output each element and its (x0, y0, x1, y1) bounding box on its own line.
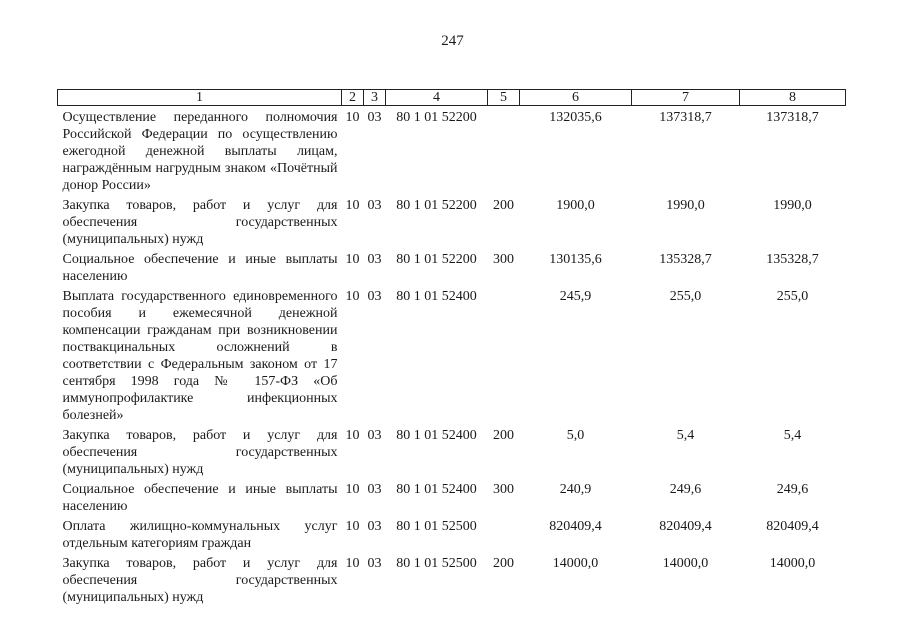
row-subsection: 03 (367, 110, 382, 125)
row-name: Выплата государственного единовременного пособия и ежемесячной денежной компенсации гражданам при возникновении поствакцинальных осложнений в соответствии с Федеральным законом от 17 сентября 1998 года № 157-ФЗ «Об иммунопрофилактике инфекционных болезней» (62, 289, 338, 423)
row-value-1: 14000,0 (552, 556, 599, 571)
row-value-3: 820409,4 (766, 519, 819, 534)
table-row (58, 478, 846, 515)
table-row (58, 552, 846, 606)
table-row (58, 424, 846, 478)
row-subsection: 03 (367, 556, 382, 571)
row-value-2: 249,6 (669, 482, 702, 497)
page-number: 247 (441, 33, 464, 49)
row-target-code: 80 1 01 52400 (396, 289, 477, 304)
row-value-1: 132035,6 (549, 110, 602, 125)
row-value-3: 255,0 (776, 289, 809, 304)
row-section: 10 (345, 252, 360, 267)
row-target-code: 80 1 01 52500 (396, 519, 477, 534)
row-target-code: 80 1 01 52400 (396, 428, 477, 443)
row-value-3: 137318,7 (766, 110, 819, 125)
table-row (58, 106, 846, 195)
table-row (58, 248, 846, 285)
row-expense-type (488, 106, 520, 195)
header-col-3: 3 (364, 90, 386, 106)
row-section: 10 (345, 428, 360, 443)
row-name: Закупка товаров, работ и услуг для обеспечения государственных (муниципальных) нужд (62, 428, 338, 477)
row-target-code: 80 1 01 52200 (396, 198, 477, 213)
row-subsection: 03 (367, 198, 382, 213)
row-expense-type (488, 515, 520, 552)
row-section: 10 (345, 110, 360, 125)
row-value-1: 130135,6 (549, 252, 602, 267)
row-target-code: 80 1 01 52200 (396, 252, 477, 267)
header-col-5: 5 (488, 90, 520, 106)
row-value-2: 255,0 (669, 289, 702, 304)
table-header (58, 90, 846, 106)
row-value-2: 1990,0 (666, 198, 705, 213)
row-value-2: 5,4 (676, 428, 695, 443)
row-target-code: 80 1 01 52400 (396, 482, 477, 497)
row-target-code: 80 1 01 52500 (396, 556, 477, 571)
row-subsection: 03 (367, 482, 382, 497)
row-name: Осуществление переданного полномочия Российской Федерации по осуществлению ежегодной денежной выплаты лицам, награждённым нагрудным знаком «Почётный донор России» (62, 110, 338, 193)
row-subsection: 03 (367, 519, 382, 534)
header-col-1: 1 (58, 90, 342, 106)
header-col-8: 8 (740, 90, 846, 106)
header-col-2: 2 (342, 90, 364, 106)
row-section: 10 (345, 519, 360, 534)
row-value-3: 135328,7 (766, 252, 819, 267)
row-value-1: 1900,0 (556, 198, 595, 213)
row-name: Закупка товаров, работ и услуг для обеспечения государственных (муниципальных) нужд (62, 198, 338, 247)
row-section: 10 (345, 556, 360, 571)
table-row (58, 515, 846, 552)
row-value-1: 820409,4 (549, 519, 602, 534)
row-expense-type: 200 (493, 556, 514, 571)
row-value-2: 820409,4 (659, 519, 712, 534)
row-value-1: 240,9 (559, 482, 592, 497)
row-value-3: 249,6 (776, 482, 809, 497)
table-row (58, 194, 846, 248)
row-target-code: 80 1 01 52200 (396, 110, 477, 125)
row-name: Социальное обеспечение и иные выплаты населению (62, 482, 338, 514)
row-value-1: 245,9 (559, 289, 592, 304)
row-value-2: 137318,7 (659, 110, 712, 125)
row-subsection: 03 (367, 252, 382, 267)
row-expense-type: 300 (493, 252, 514, 267)
table-row (58, 285, 846, 424)
row-value-2: 14000,0 (662, 556, 709, 571)
header-col-6: 6 (520, 90, 632, 106)
row-name: Оплата жилищно-коммунальных услуг отдельным категориям граждан (62, 519, 338, 551)
row-subsection: 03 (367, 428, 382, 443)
header-row (58, 90, 846, 106)
table-body (58, 106, 846, 607)
row-name: Закупка товаров, работ и услуг для обеспечения государственных (муниципальных) нужд (62, 556, 338, 605)
row-section: 10 (345, 482, 360, 497)
row-value-3: 5,4 (783, 428, 802, 443)
row-value-3: 14000,0 (769, 556, 816, 571)
budget-table (57, 89, 846, 606)
row-section: 10 (345, 289, 360, 304)
row-expense-type: 300 (493, 482, 514, 497)
row-expense-type: 200 (493, 198, 514, 213)
row-section: 10 (345, 198, 360, 213)
row-name: Социальное обеспечение и иные выплаты населению (62, 252, 338, 284)
row-expense-type (488, 285, 520, 424)
row-expense-type: 200 (493, 428, 514, 443)
header-col-4: 4 (386, 90, 488, 106)
header-col-7: 7 (632, 90, 740, 106)
row-value-1: 5,0 (566, 428, 585, 443)
row-value-3: 1990,0 (773, 198, 812, 213)
row-value-2: 135328,7 (659, 252, 712, 267)
row-subsection: 03 (367, 289, 382, 304)
